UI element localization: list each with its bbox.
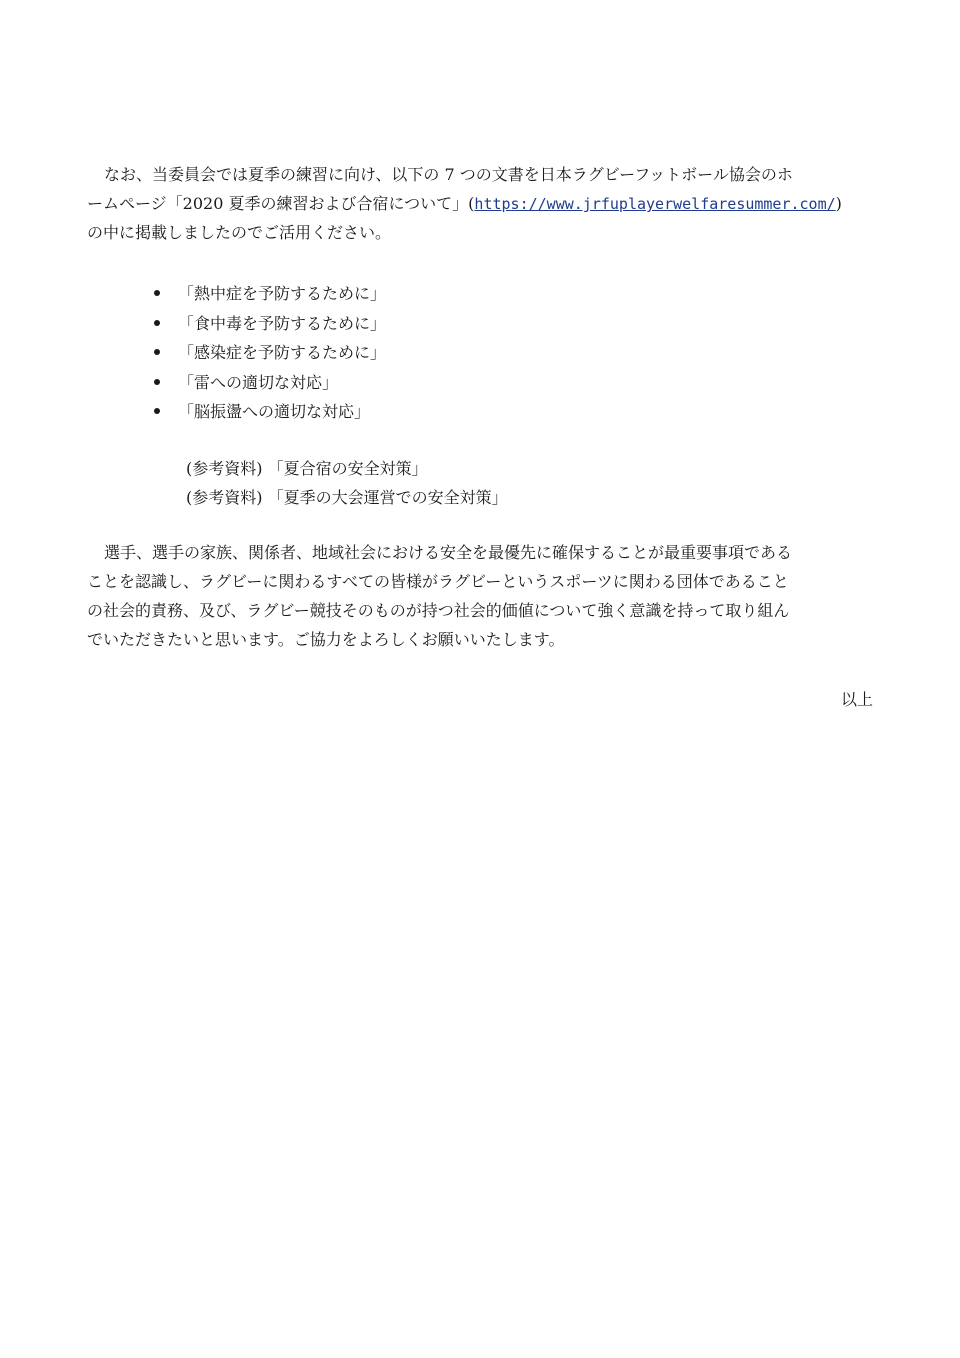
- list-item: [150, 397, 386, 427]
- closing-line-4: でいただきたいと思います。ご協力をよろしくお願いいたします。: [87, 630, 565, 649]
- bullet-icon: [154, 290, 160, 296]
- intro-line-2-text: ームページ「2020 夏季の練習および合宿について」(: [87, 194, 475, 213]
- list-item-text: 「脳振盪への適切な対応」: [178, 402, 371, 421]
- intro-line-2: [87, 189, 877, 218]
- list-item: [150, 338, 386, 368]
- intro-line-1: なお、当委員会では夏季の練習に向け、以下の 7 つの文書を日本ラグビーフットボール協会のホ: [104, 165, 793, 184]
- list-item: [150, 368, 386, 398]
- reference-item: (参考資料) 「夏合宿の安全対策」: [186, 459, 428, 478]
- intro-paragraph: [87, 160, 877, 247]
- list-item-text: 「雷への適切な対応」: [178, 372, 339, 392]
- closing-line-1: 選手、選手の家族、関係者、地域社会における安全を最優先に確保することが最重要事項である: [104, 543, 793, 562]
- intro-line-2-close: ): [835, 194, 842, 213]
- document-list: [150, 279, 386, 427]
- bullet-icon: [154, 408, 160, 414]
- list-item: [150, 309, 386, 339]
- bullet-icon: [154, 379, 160, 385]
- closing-mark: 以上: [840, 690, 873, 709]
- closing-line-2: ことを認識し、ラグビーに関わるすべての皆様がラグビーというスポーツに関わる団体であること: [87, 572, 789, 591]
- list-item: [150, 279, 386, 309]
- closing-line-3: の社会的責務、及び、ラグビー競技そのものが持つ社会的価値について強く意識を持って取り組ん: [87, 601, 790, 620]
- reference-item: (参考資料) 「夏季の大会運営での安全対策」: [186, 488, 508, 507]
- list-item-text: 「熱中症を予防するために」: [178, 284, 387, 303]
- list-item-text: 「食中毒を予防するために」: [178, 313, 387, 333]
- bullet-icon: [154, 320, 160, 326]
- jrfu-summer-link[interactable]: https://www.jrfuplayerwelfaresummer.com/: [474, 195, 836, 213]
- closing-paragraph: [87, 538, 877, 654]
- bullet-icon: [154, 349, 160, 355]
- reference-materials: [186, 454, 508, 512]
- list-item-text: 「感染症を予防するために」: [178, 343, 387, 362]
- intro-line-3: の中に掲載しましたのでご活用ください。: [87, 223, 392, 242]
